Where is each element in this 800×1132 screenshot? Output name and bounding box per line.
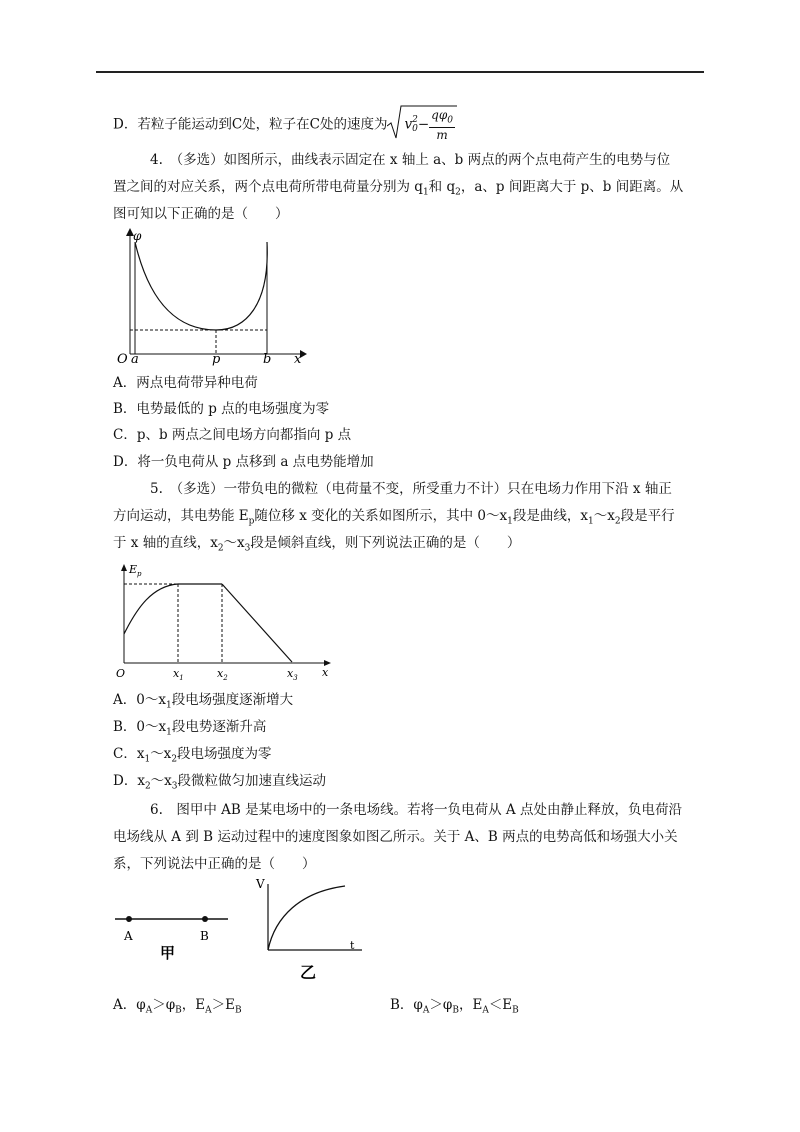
q6-line1: 6. 图甲中 AB 是某电场中的一条电场线。若将一负电荷从 A 点处由静止释放，负电荷沿	[150, 802, 682, 818]
label-v: V	[256, 877, 265, 891]
q4-fig-origin: O	[117, 352, 128, 366]
formula-v-sup: 2	[412, 115, 418, 126]
q5-option-d: D．$x_2\sim x_3$段微粒做匀加速直线运动	[113, 773, 327, 792]
q5-line3: 于 x 轴的直线，$x_2\sim x_3$段是倾斜直线，则下列说法正确的是（ ）	[113, 535, 521, 554]
caption-yi: 乙	[300, 963, 317, 982]
q5-option-b: B．$0\sim x_1$段电势逐渐升高	[113, 719, 267, 738]
point-a	[126, 916, 132, 922]
formula-numerator-sub: 0	[447, 115, 453, 126]
q6-option-b: B．$\varphi_A>\varphi_B$，$E_A<E_B$	[390, 997, 519, 1016]
q5-line2: 方向运动，其电势能 $E_p$随位移 x 变化的关系如图所示，其中 $0\sim x_1$段是曲线，$x_1\sim x_2$段是平行	[113, 508, 675, 527]
q6-figure-yi	[250, 872, 370, 987]
label-b: B	[200, 929, 209, 943]
q5-energy-graph	[112, 558, 338, 684]
q3-option-d-text: D．若粒子能运动到C处，粒子在C处的速度为	[113, 116, 388, 133]
header-rule	[96, 71, 704, 73]
label-a: A	[124, 929, 133, 943]
q5-fig-x1: $x_1$	[173, 667, 184, 682]
label-t: t	[350, 939, 355, 952]
q4-option-a: A．两点电荷带异种电荷	[113, 375, 258, 391]
q4-option-b: B．电势最低的 p 点的电场强度为零	[113, 401, 330, 417]
q6-line2: 电场线从 A 到 B 运动过程中的速度图象如图乙所示。关于 A、B 两点的电势高低和场强大小关	[113, 829, 678, 845]
q5-fig-x: x	[322, 666, 329, 679]
q5-fig-origin: O	[116, 667, 126, 680]
sqrt-formula	[387, 108, 455, 142]
q6-line3: 系，下列说法中正确的是（ ）	[113, 856, 316, 872]
q5-option-a: A．$0\sim x_1$段电场强度逐渐增大	[113, 692, 294, 711]
q4-fig-p: p	[212, 352, 221, 366]
q5-fig-x3: $x_3$	[287, 667, 298, 682]
q6-figure-jia	[110, 900, 240, 970]
formula-denominator: m	[436, 128, 448, 143]
q4-fig-a: a	[131, 352, 139, 366]
formula-minus: −	[417, 116, 430, 133]
q5-fig-ep: $E_p$	[129, 563, 142, 578]
q4-line2: 置之间的对应关系，两个点电荷所带电荷量分别为 $q_1$和 $q_2$，a、p 间距离大于 p、b 间距离。从	[113, 179, 684, 198]
sqrt-sign	[387, 104, 457, 143]
point-b	[202, 916, 208, 922]
q4-fig-b: b	[263, 352, 272, 366]
q4-option-d: D．将一负电荷从 p 点移到 a 点电势能增加	[113, 454, 374, 470]
formula-v: v	[404, 116, 413, 133]
q5-option-c: C．$x_1\sim x_2$段电场强度为零	[113, 746, 272, 765]
q6-option-a: A．$\varphi_A>\varphi_B$，$E_A>E_B$	[113, 997, 242, 1016]
q4-potential-graph	[110, 226, 310, 366]
formula-v-sub: 0	[412, 124, 418, 135]
formula-numerator: qφ	[431, 108, 448, 122]
q4-fig-x: x	[294, 352, 302, 366]
q4-line1: 4. （多选）如图所示，曲线表示固定在 x 轴上 a、b 两点的两个点电荷产生的电势与位	[150, 152, 671, 168]
caption-jia: 甲	[160, 944, 176, 962]
q4-option-c: C．p、b 两点之间电场方向都指向 p 点	[113, 427, 352, 443]
q5-fig-x2: $x_2$	[217, 667, 228, 682]
q5-line1: 5. （多选）一带负电的微粒（电荷量不变，所受重力不计）只在电场力作用下沿 x 轴正	[150, 481, 672, 497]
q4-line3: 图可知以下正确的是（ ）	[113, 206, 289, 222]
q3-option-d	[113, 108, 455, 142]
q4-fig-phi: φ	[133, 229, 142, 243]
